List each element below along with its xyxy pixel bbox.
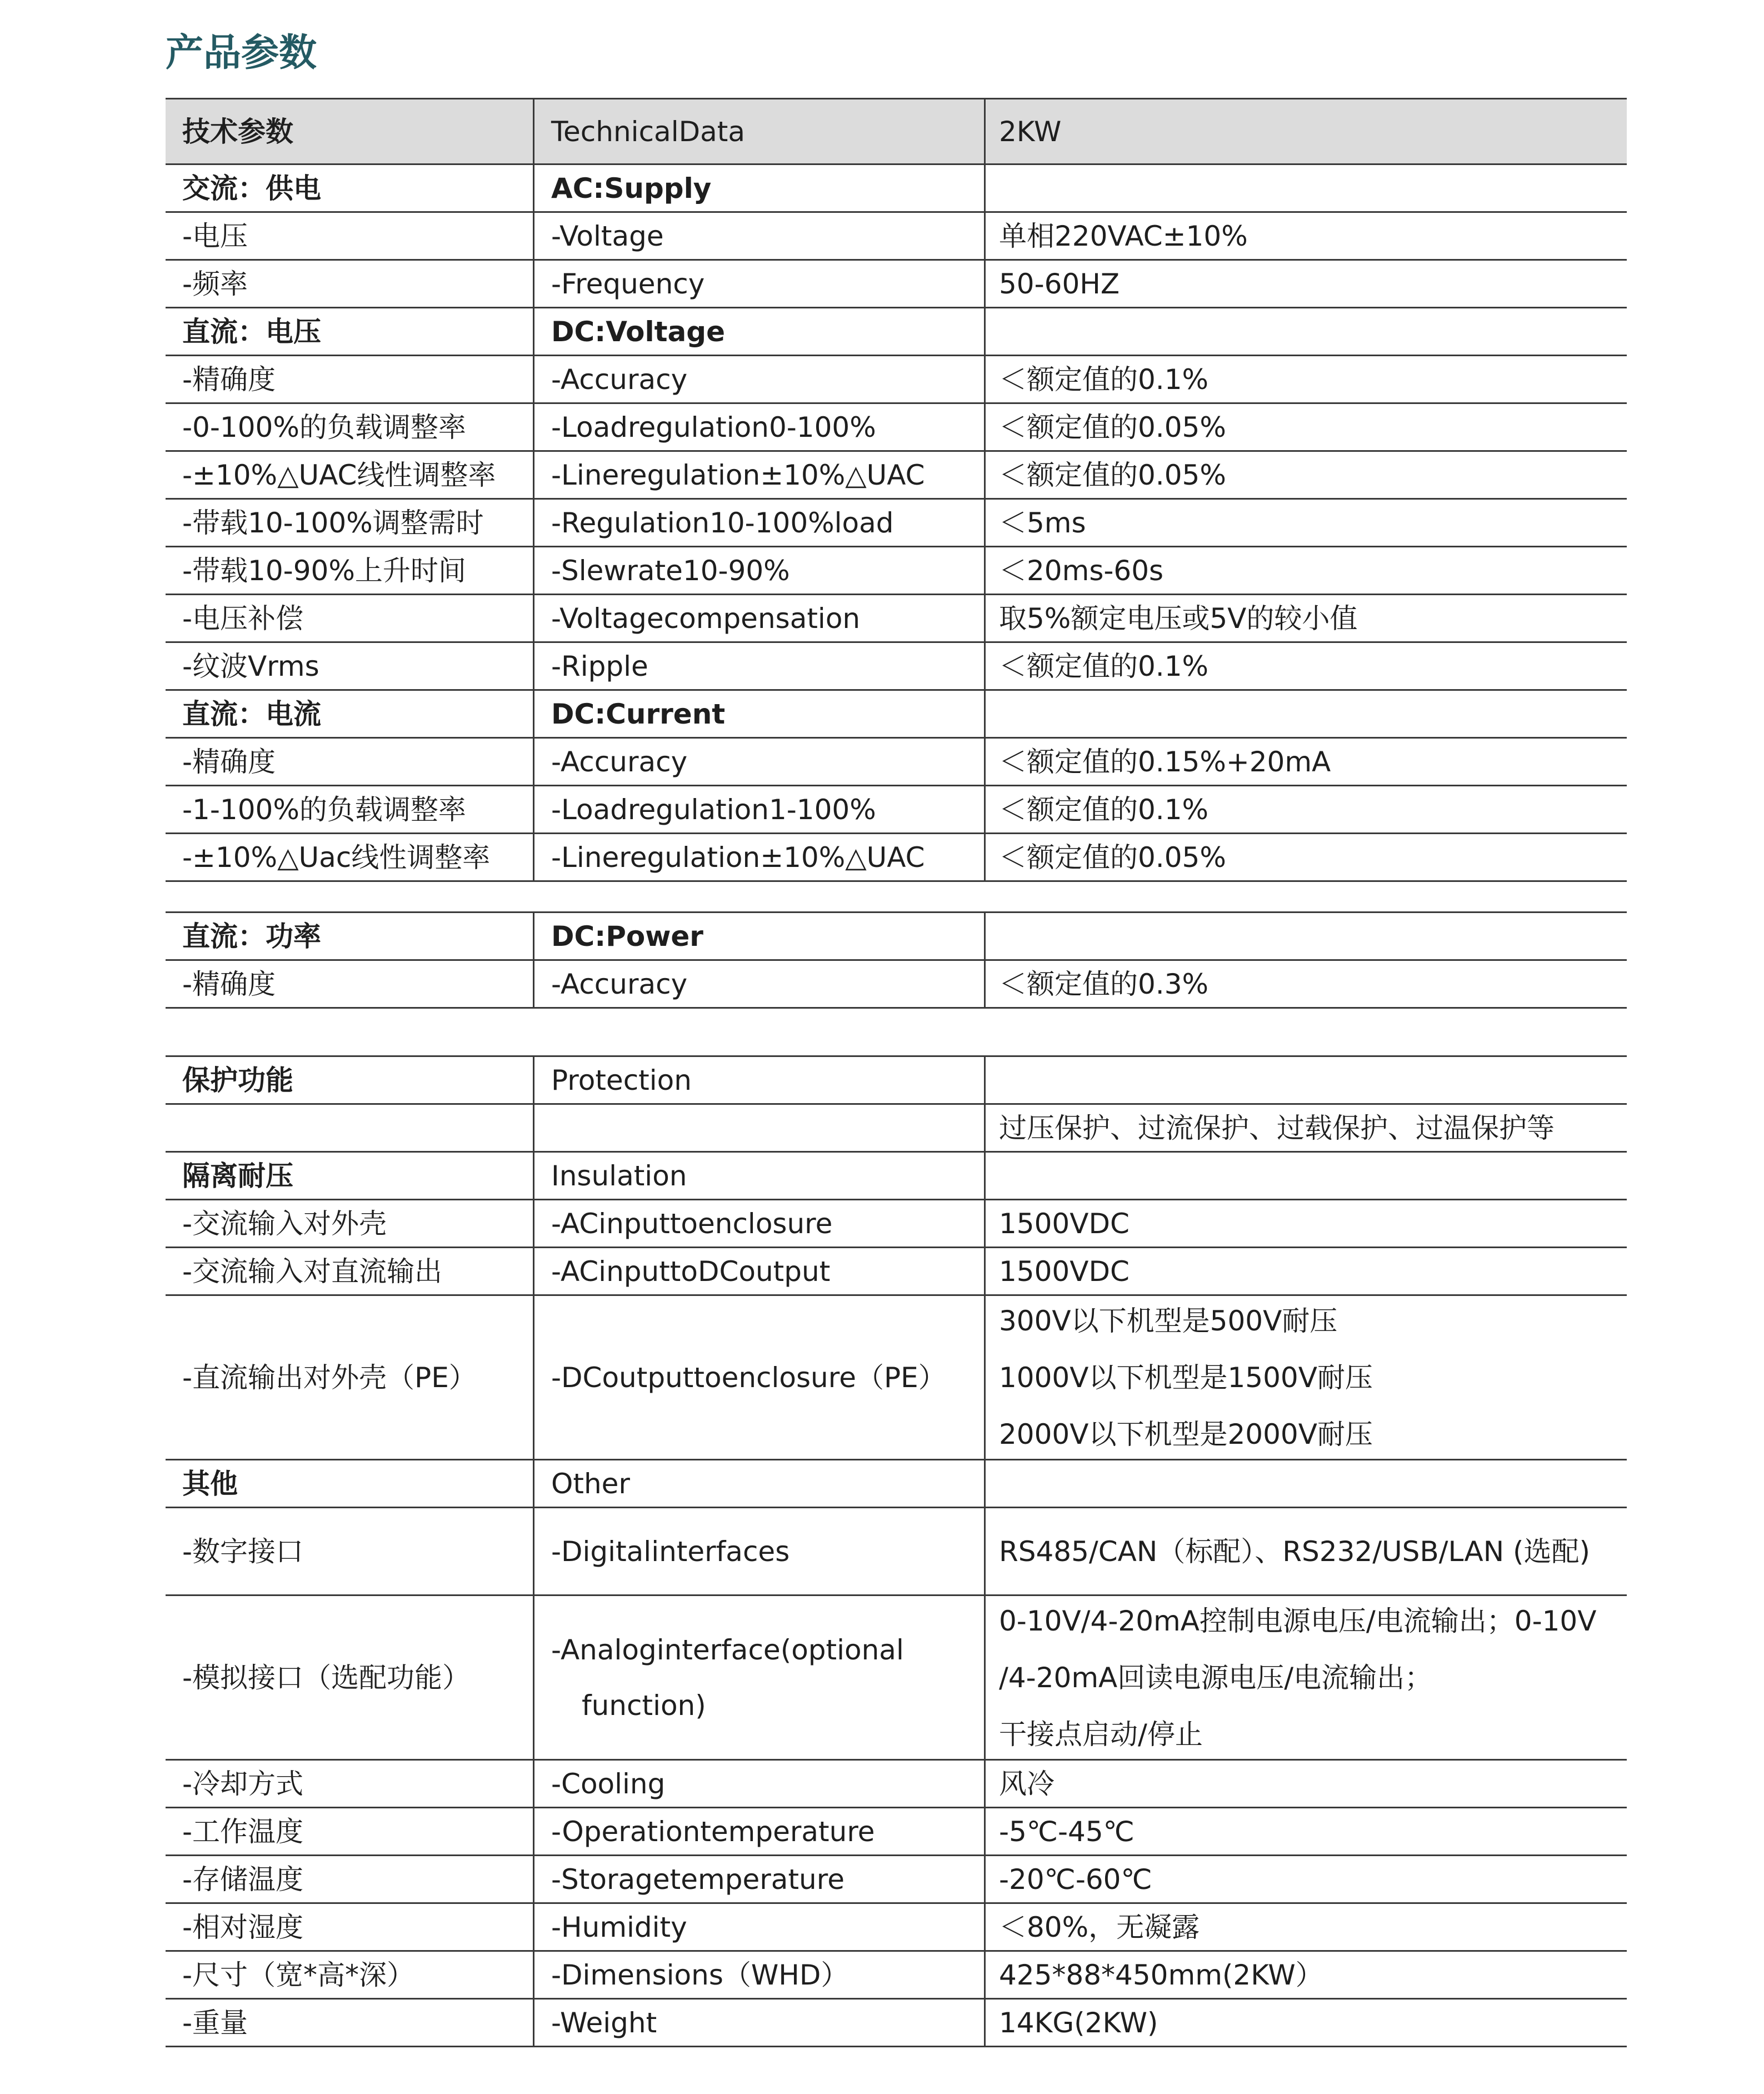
header-technical-data: TechnicalData bbox=[534, 99, 986, 163]
table-row bbox=[166, 643, 1627, 691]
row-en: -Weight bbox=[534, 2000, 986, 2046]
table-row bbox=[166, 1105, 1627, 1153]
row-cn: -精确度 bbox=[166, 356, 534, 402]
row-val: ＜额定值的0.1% bbox=[999, 793, 1209, 826]
table-row bbox=[166, 786, 1627, 834]
table-row bbox=[166, 547, 1627, 595]
row-cn: -±10%△UAC线性调整率 bbox=[166, 452, 534, 498]
table-row bbox=[166, 1153, 1627, 1200]
table-row bbox=[166, 595, 1627, 643]
table-row bbox=[166, 1856, 1627, 1904]
header-model: 2KW bbox=[999, 115, 1062, 148]
row-cn bbox=[166, 1105, 534, 1151]
table-row bbox=[166, 452, 1627, 500]
table-row bbox=[166, 1057, 1627, 1105]
table-row bbox=[166, 1761, 1627, 1808]
row-en: -Digitalinterfaces bbox=[534, 1508, 986, 1594]
row-cn: -精确度 bbox=[166, 961, 534, 1007]
row-cn: 其他 bbox=[166, 1460, 534, 1507]
table-row bbox=[166, 1508, 1627, 1596]
table-row bbox=[166, 1596, 1627, 1761]
row-cn: -带载10-100%调整需时 bbox=[166, 500, 534, 546]
row-cn: -重量 bbox=[166, 2000, 534, 2046]
row-en-multiline bbox=[534, 1596, 986, 1759]
row-cn: 保护功能 bbox=[166, 1057, 534, 1103]
row-en: -Lineregulation±10%△UAC bbox=[534, 452, 986, 498]
row-cn: -纹波Vrms bbox=[166, 643, 534, 689]
table-body-1 bbox=[166, 165, 1627, 882]
row-cn: -带载10-90%上升时间 bbox=[166, 547, 534, 594]
row-val: ＜80%，无凝露 bbox=[999, 1911, 1200, 1943]
en-line: -Analoginterface(optional bbox=[551, 1633, 904, 1666]
row-val: 过压保护、过流保护、过载保护、过温保护等 bbox=[999, 1111, 1555, 1144]
table-row bbox=[166, 2000, 1627, 2047]
en-line: function) bbox=[582, 1689, 706, 1722]
row-cn: 交流：供电 bbox=[166, 165, 534, 211]
row-val: 14KG(2KW) bbox=[999, 2006, 1158, 2039]
row-en: Protection bbox=[534, 1057, 986, 1103]
row-val bbox=[986, 691, 1627, 737]
table-row bbox=[166, 1200, 1627, 1248]
row-cn: 直流：功率 bbox=[166, 913, 534, 959]
row-en: -Cooling bbox=[534, 1761, 986, 1807]
row-val-multiline bbox=[986, 1596, 1627, 1759]
row-val: ＜额定值的0.1% bbox=[999, 650, 1209, 682]
row-en: -DCoutputtoenclosure（PE） bbox=[534, 1296, 986, 1459]
row-val bbox=[986, 308, 1627, 355]
row-val: ＜额定值的0.15%+20mA bbox=[999, 745, 1331, 778]
row-cn: -直流输出对外壳（PE） bbox=[166, 1296, 534, 1459]
row-en: DC:Power bbox=[534, 913, 986, 959]
row-val: 50-60HZ bbox=[999, 267, 1120, 300]
table-section-row bbox=[166, 913, 1627, 961]
val-line: /4-20mA回读电源电压/电流输出； bbox=[999, 1661, 1433, 1694]
table-row bbox=[166, 213, 1627, 261]
table-row bbox=[166, 1808, 1627, 1856]
row-en: -Voltagecompensation bbox=[534, 595, 986, 641]
row-cn: -0-100%的负载调整率 bbox=[166, 404, 534, 450]
row-cn: -交流输入对外壳 bbox=[166, 1200, 534, 1247]
row-en: -Operationtemperature bbox=[534, 1808, 986, 1854]
row-cn: -模拟接口（选配功能） bbox=[166, 1596, 534, 1759]
row-cn: -交流输入对直流输出 bbox=[166, 1248, 534, 1294]
row-val bbox=[986, 1057, 1627, 1103]
row-en bbox=[534, 1105, 986, 1151]
row-en: Insulation bbox=[534, 1153, 986, 1199]
row-en: -Voltage bbox=[534, 213, 986, 259]
row-en: DC:Current bbox=[534, 691, 986, 737]
table-row bbox=[166, 1248, 1627, 1296]
row-cn: -频率 bbox=[166, 261, 534, 307]
row-cn: -精确度 bbox=[166, 739, 534, 785]
table-row bbox=[166, 1904, 1627, 1952]
row-en: -Accuracy bbox=[534, 961, 986, 1007]
row-cn: -1-100%的负载调整率 bbox=[166, 786, 534, 832]
row-en: -ACinputtoDCoutput bbox=[534, 1248, 986, 1294]
row-en: -Slewrate10-90% bbox=[534, 547, 986, 594]
row-val: 单相220VAC±10% bbox=[999, 220, 1248, 252]
row-val: ＜额定值的0.05% bbox=[999, 841, 1226, 874]
row-cn: -数字接口 bbox=[166, 1508, 534, 1594]
row-val: ＜额定值的0.3% bbox=[999, 968, 1209, 1000]
table-section-row bbox=[166, 691, 1627, 739]
row-en: -Storagetemperature bbox=[534, 1856, 986, 1902]
table-row bbox=[166, 356, 1627, 404]
table-section-row bbox=[166, 165, 1627, 213]
row-cn: 直流：电压 bbox=[166, 308, 534, 355]
row-val: -20℃-60℃ bbox=[999, 1863, 1152, 1896]
row-en: -Loadregulation1-100% bbox=[534, 786, 986, 832]
row-en: DC:Voltage bbox=[534, 308, 986, 355]
row-en: -Frequency bbox=[534, 261, 986, 307]
row-cn: -电压 bbox=[166, 213, 534, 259]
row-en: -Ripple bbox=[534, 643, 986, 689]
row-val: ＜额定值的0.05% bbox=[999, 411, 1226, 443]
row-val: 1500VDC bbox=[999, 1255, 1130, 1288]
table-header bbox=[166, 98, 1627, 165]
table-row bbox=[166, 834, 1627, 882]
row-en: AC:Supply bbox=[534, 165, 986, 211]
row-en: -Accuracy bbox=[534, 356, 986, 402]
row-val-multiline bbox=[986, 1296, 1627, 1459]
row-val bbox=[986, 1460, 1627, 1507]
page-title: 产品参数 bbox=[166, 31, 317, 75]
table-row bbox=[166, 261, 1627, 308]
val-line: 0-10V/4-20mA控制电源电压/电流输出；0-10V bbox=[999, 1604, 1597, 1637]
val-line: 1000V以下机型是1500V耐压 bbox=[999, 1361, 1373, 1394]
row-val: ＜5ms bbox=[999, 506, 1086, 539]
row-cn: -相对湿度 bbox=[166, 1904, 534, 1950]
row-en: Other bbox=[534, 1460, 986, 1507]
row-cn: -尺寸（宽*高*深） bbox=[166, 1952, 534, 1998]
row-en: -Accuracy bbox=[534, 739, 986, 785]
table-body-2 bbox=[166, 913, 1627, 1009]
row-en: -ACinputtoenclosure bbox=[534, 1200, 986, 1247]
header-tech-params: 技术参数 bbox=[166, 99, 534, 163]
spec-table-main bbox=[166, 98, 1627, 882]
row-cn: -存储温度 bbox=[166, 1856, 534, 1902]
row-en: -Loadregulation0-100% bbox=[534, 404, 986, 450]
row-val: ＜20ms-60s bbox=[999, 554, 1164, 587]
row-en: -Lineregulation±10%△UAC bbox=[534, 834, 986, 880]
table-row bbox=[166, 404, 1627, 452]
row-val: 1500VDC bbox=[999, 1207, 1130, 1240]
row-val bbox=[986, 1153, 1627, 1199]
table-row bbox=[166, 1952, 1627, 2000]
row-cn: 直流：电流 bbox=[166, 691, 534, 737]
row-en: -Humidity bbox=[534, 1904, 986, 1950]
row-val bbox=[986, 913, 1627, 959]
row-val: 取5%额定电压或5V的较小值 bbox=[999, 602, 1358, 635]
row-cn: -工作温度 bbox=[166, 1808, 534, 1854]
row-val: -5℃-45℃ bbox=[999, 1815, 1135, 1848]
row-cn: -冷却方式 bbox=[166, 1761, 534, 1807]
val-line: 300V以下机型是500V耐压 bbox=[999, 1304, 1338, 1337]
table-row bbox=[166, 739, 1627, 786]
row-val bbox=[986, 165, 1627, 211]
row-val: ＜额定值的0.05% bbox=[999, 458, 1226, 491]
spec-table-power bbox=[166, 911, 1627, 1009]
spec-table-misc bbox=[166, 1055, 1627, 2047]
row-cn: 隔离耐压 bbox=[166, 1153, 534, 1199]
table-row bbox=[166, 961, 1627, 1009]
row-en: -Dimensions（WHD） bbox=[534, 1952, 986, 1998]
table-row bbox=[166, 1296, 1627, 1460]
row-val: ＜额定值的0.1% bbox=[999, 363, 1209, 396]
row-cn: -电压补偿 bbox=[166, 595, 534, 641]
val-line: 干接点启动/停止 bbox=[999, 1718, 1203, 1751]
row-val: 425*88*450mm(2KW） bbox=[999, 1958, 1323, 1991]
table-row bbox=[166, 500, 1627, 547]
row-val: RS485/CAN（标配）、RS232/USB/LAN (选配) bbox=[999, 1535, 1591, 1568]
row-val: 风冷 bbox=[999, 1767, 1055, 1800]
row-cn: -±10%△Uac线性调整率 bbox=[166, 834, 534, 880]
table-row bbox=[166, 1460, 1627, 1508]
table-body-3-tail bbox=[166, 1761, 1627, 2047]
table-section-row bbox=[166, 308, 1627, 356]
row-en: -Regulation10-100%load bbox=[534, 500, 986, 546]
val-line: 2000V以下机型是2000V耐压 bbox=[999, 1418, 1373, 1450]
